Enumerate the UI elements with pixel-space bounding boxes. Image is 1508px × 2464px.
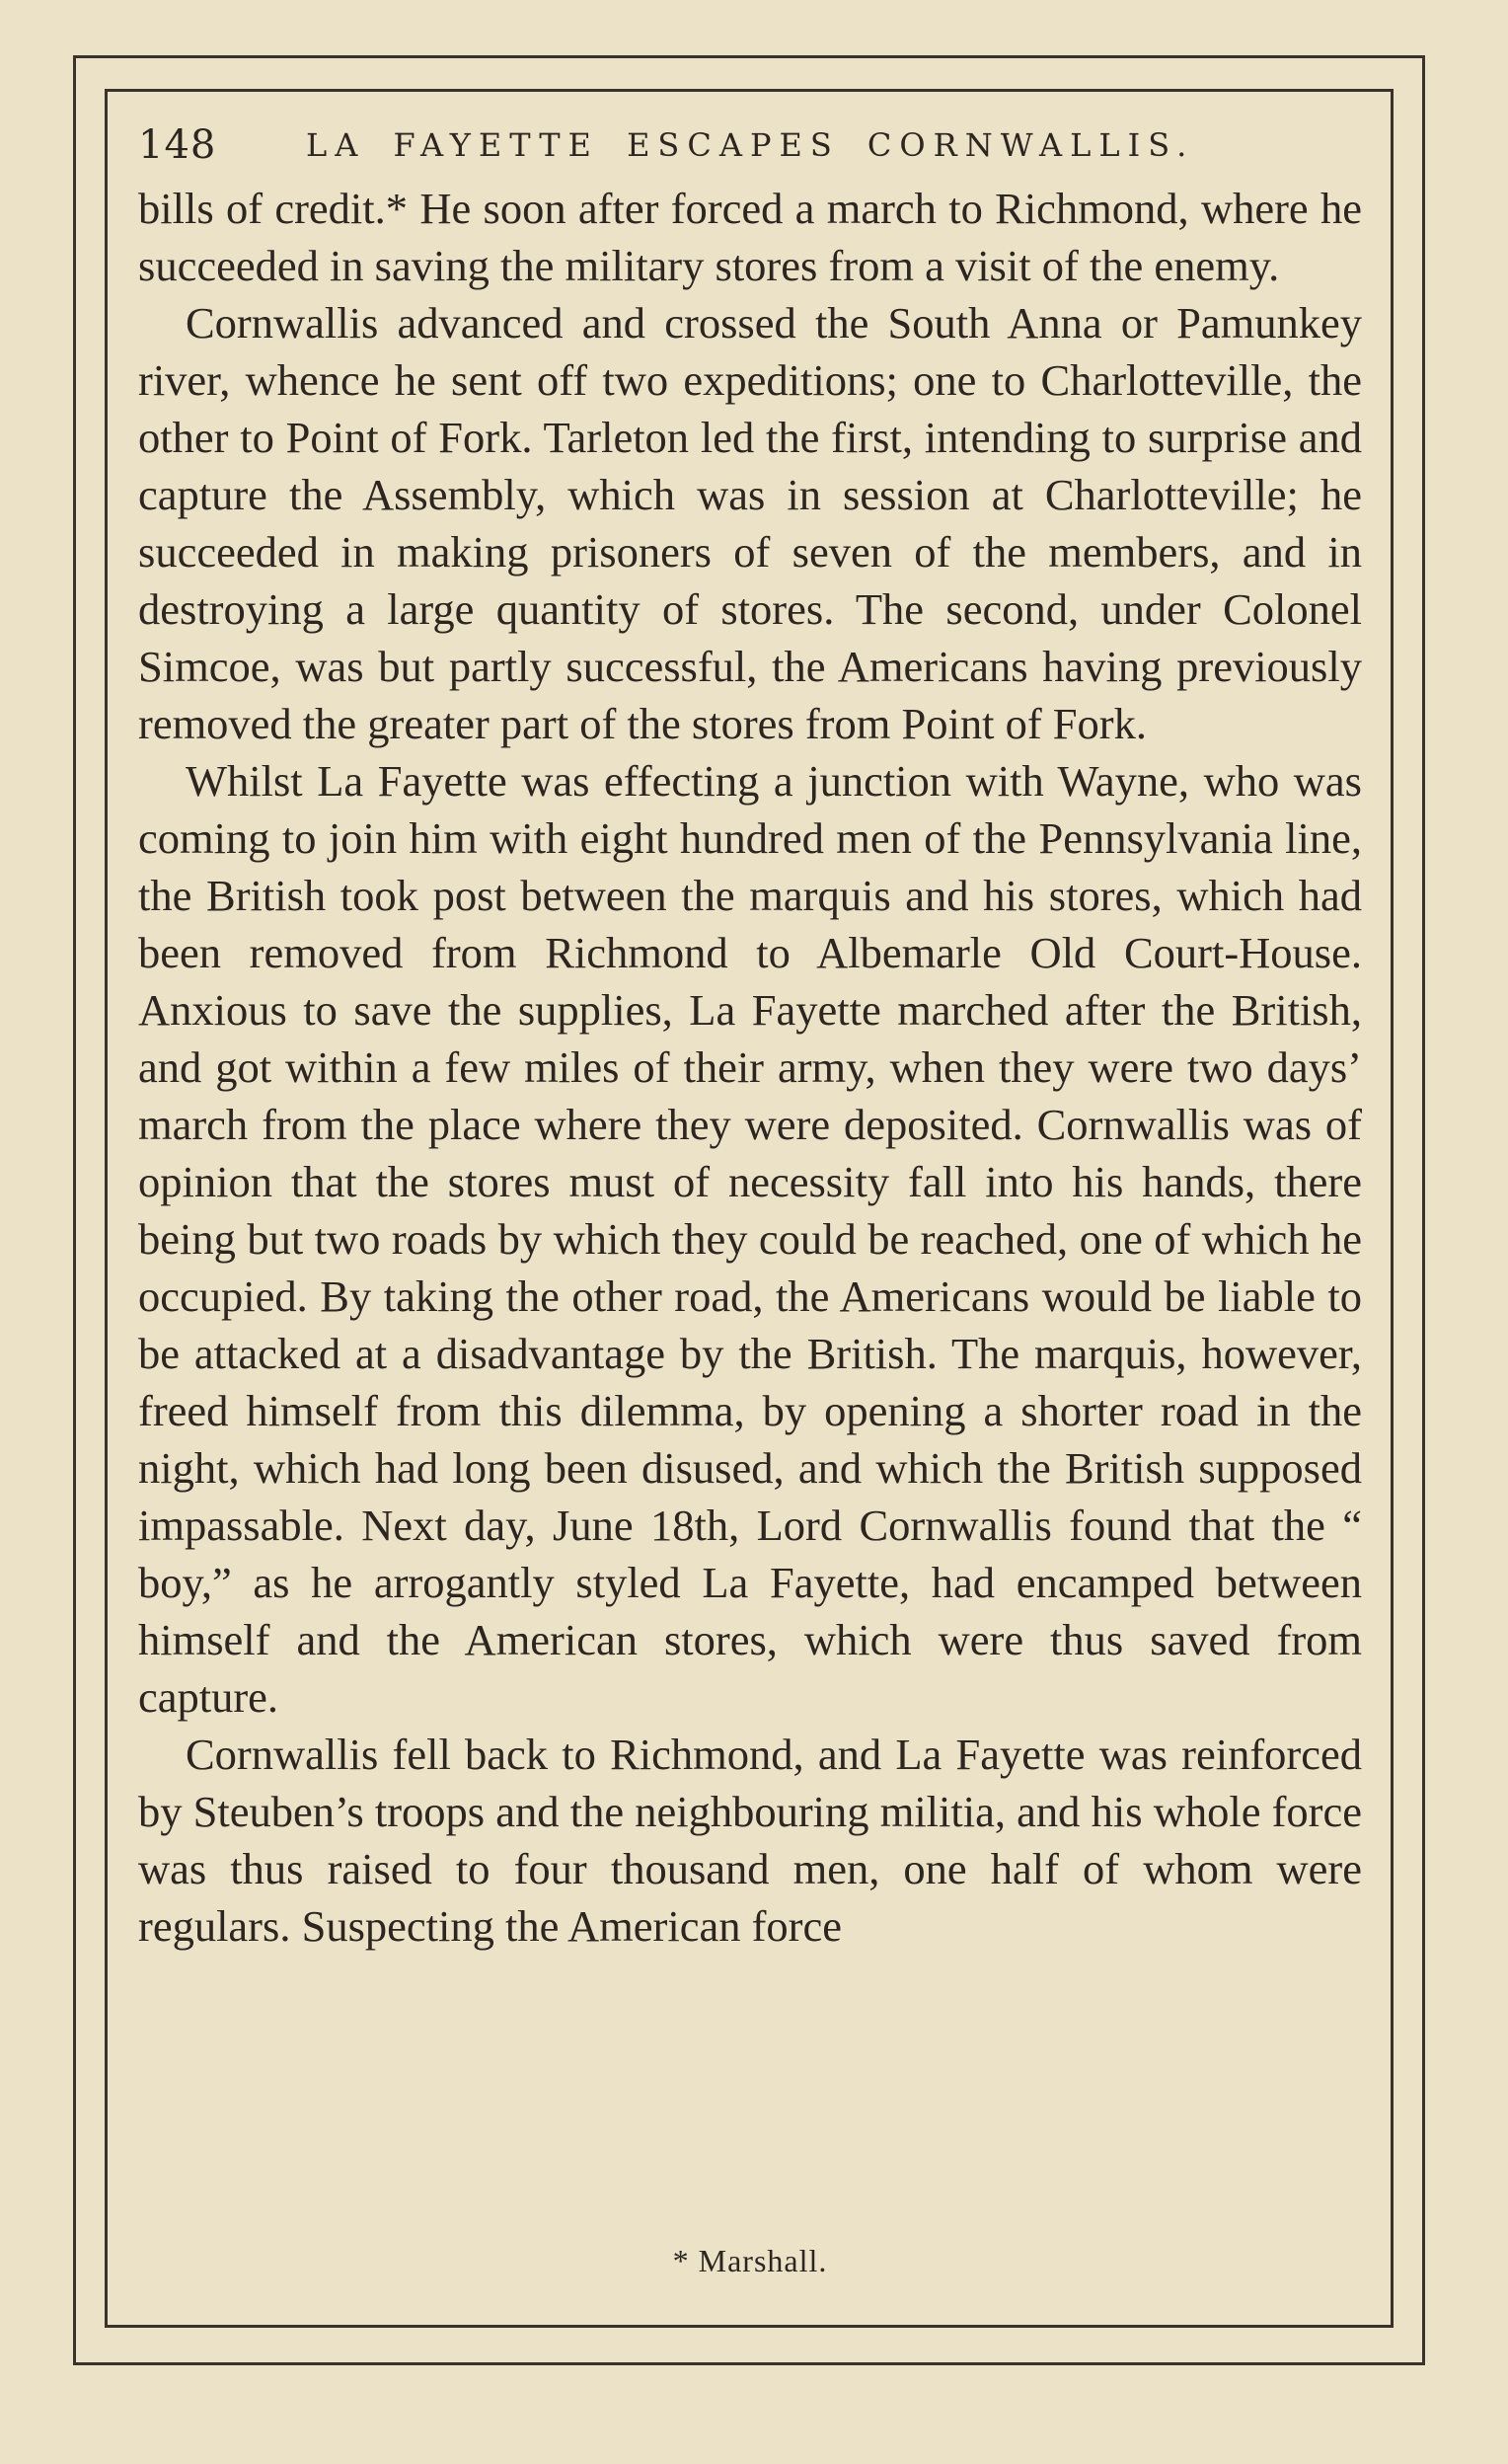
paragraph: Cornwallis advanced and crossed the South Anna or Pamunkey river, whence he sent off two expeditions; one to Charlotteville, the other to Point of Fork. Tarleton led the first, intending to surprise and capture the Assembly, which was in session at Charlotteville; he succeeded in making prisoners of seven of the members, and in destroying a large quantity of stores. The second, under Colonel Simcoe, was but partly successful, the Americans having previously removed the greater part of the stores from Point of Fork.: [138, 298, 1362, 748]
footnote: * Marshall.: [672, 2243, 828, 2278]
page-number: 148: [138, 122, 217, 168]
page-content: [138, 111, 1362, 2312]
page-header: [138, 111, 1362, 180]
paragraph: Cornwallis fell back to Richmond, and La Fayette was reinforced by Steuben’s troops and the neighbouring militia, and his whole force was thus raised to four thousand men, one half of whom were regulars. Suspecting the American force: [138, 1730, 1362, 1951]
running-title: LA FAYETTE ESCAPES CORNWALLIS.: [306, 126, 1195, 164]
paragraph: bills of credit.* He soon after forced a march to Richmond, where he succeeded in saving the military stores from a visit of the enemy.: [138, 184, 1362, 290]
body-text: [138, 180, 1362, 1955]
paragraph: Whilst La Fayette was effecting a junction with Wayne, who was coming to join him with eight hundred men of the Pennsylvania line, the British took post between the marquis and his stores, which had been removed from Richmond to Albemarle Old Court-House. Anxious to save the supplies, La Fayette marched after the British, and got within a few miles of their army, when they were two days’ march from the place where they were deposited. Cornwallis was of opinion that the stores must of necessity fall into his hands, there being but two roads by which they could be reached, one of which he occupied. By taking the other road, the Americans would be liable to be attacked at a disadvantage by the British. The marquis, however, freed himself from this dilemma, by opening a shorter road in the night, which had long been disused, and which the British supposed impassable. Next day, June 18th, Lord Cornwallis found that the “ boy,” as he arrogantly styled La Fayette, had encamped between himself and the American stores, which were thus saved from capture.: [138, 756, 1362, 1722]
